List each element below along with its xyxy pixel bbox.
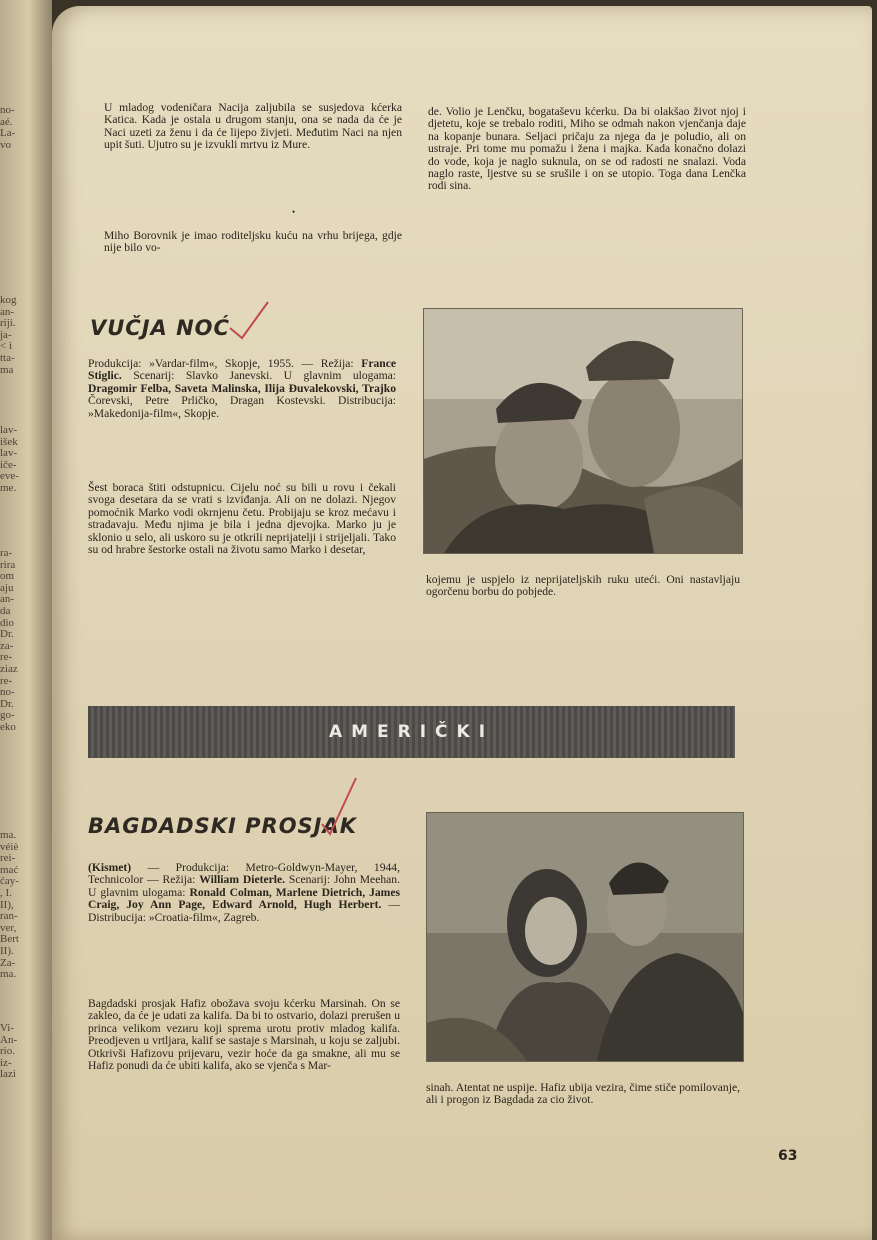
checkmark-icon — [320, 774, 360, 840]
magazine-page — [52, 6, 872, 1240]
section-banner-label: AMERIČKI — [328, 722, 495, 742]
page-number: 63 — [778, 1148, 798, 1164]
story-paragraph-3: de. Volio je Lenčku, bogataševu kćerku. Da bi olakšao život njoj i djetetu, koje se trebalo roditi, Miho se odmah nakon vjenčanja daje na kopanje bunara. Seljaci pričaju za njega da je poludio, ali on ustraje. Pri tome mu pomažu i žena i majka. Kada konačno dolazi do vode, koja je naglo suknula, on se od radosti ne snalazi. Voda naglo raste, ljestve su se srušile i on se utopio. Toga dana Lenčka rodi sina. — [428, 105, 746, 193]
film1-credits: Produkcija: »Vardar-film«, Skopje, 1955. — Režija: France Stiglic. Scenarij: Slavko Janevski. U glavnim ulogama: Dragomir Felba, Saveta Malinska, Ilija Đuvalekovski, Trajko Čorevski, Petre Prličko, Dragan Kostevski. Distribucija: »Makedonija-film«, Skopje. — [88, 357, 396, 420]
story-column-left — [104, 102, 402, 152]
section-banner — [88, 706, 735, 758]
margin-fragment-3: lav- išek lav- iče- eve- me. — [0, 424, 19, 494]
margin-fragment-2: kog an- riji. ja- < i tta- ma — [0, 294, 17, 376]
margin-fragment-6: Vi- An- rio. iz- lazi — [0, 1022, 18, 1081]
margin-fragment-5: ma. véiè rei- mać ćay- , I. II), ran- ver, Bert II). Za- ma. — [0, 829, 19, 981]
film-still-vucja-noc — [423, 308, 743, 554]
adjacent-page-strip — [0, 0, 52, 1240]
section-bullet: • — [292, 207, 296, 217]
story-column-right — [428, 106, 746, 193]
checkmark-icon — [228, 298, 272, 344]
film-still-bagdadski-prosjak — [426, 812, 744, 1062]
film1-synopsis: Šest boraca štiti odstupnicu. Cijelu noć su bili u rovu i čekali svoga desetara da se vrati s izviđanja. Ali on ne dolazi. Njegov pomoćnik Marko vodi okrnjenu četu. Probijaju se kroz mećavu i stradavaju. Među njima je bila i jedna djevojka. Marko ju je sklonio u selo, ali uskoro su je otkrili neprijatelji i strijeljali. Tako su od hrabre šestorke ostali na životu samo Marko i desetar, — [88, 481, 396, 557]
film2-synopsis-cont: sinah. Atentat ne uspije. Hafiz ubija vezira, čime stiče pomilovanje, ali i progon iz Bagdada za cio život. — [426, 1081, 740, 1107]
margin-fragment-1: no- aé. La- vo — [0, 104, 16, 151]
film2-credits: (Kismet) — Produkcija: Metro-Goldwyn-Mayer, 1944, Technicolor — Režija: William Dieterle. Scenarij: John Meehan. U glavnim ulogama: Ronald Colman, Marlene Dietrich, James Craig, Joy Ann Page, Edward Arnold, Hugh Herbert. — Distribucija: »Croatia-film«, Zagreb. — [88, 861, 400, 924]
film-title-vucja-noc: VUČJA NOĆ — [90, 316, 230, 340]
film-title-bagdadski-prosjak: BAGDADSKI PROSJAK — [88, 814, 358, 838]
story-paragraph-1: U mladog vodeničara Nacija zaljubila se susjedova kćerka Katica. Kada je ostala u drugom stanju, ona se nada da će je Naci uzeti za ženu i da će lijepo živjeti. Međutim Naci na njen upit šuti. Ujutro su je izvukli mrtvu iz Mure. — [104, 101, 402, 152]
story-paragraph-2: Miho Borovnik je imao roditeljsku kuću na vrhu brijega, gdje nije bilo vo- — [104, 229, 402, 255]
film1-synopsis-cont: kojemu je uspjelo iz neprijateljskih ruku uteći. Oni nastavljaju ogorčenu borbu do pobjede. — [426, 573, 740, 599]
film2-synopsis: Bagdadski prosjak Hafiz obožava svoju kćerku Marsinah. On se zakleo, da će je udati za kalifa. Da bi to ostvario, dolazi prerušen u princa velikom vezиru koji sprema urotu protiv mladog kalifa. Preodjeven u vrtljara, kalif se sastaje s Marsinah, u koju se zaljubi. Otkrivši Hafizovu prijevaru, vezir hoće da ga smakne, ali mu se Hafiz ponudi da će ubiti kalifa, ako se vjenča s Mar- — [88, 997, 400, 1073]
story-column-left-cont — [104, 230, 402, 255]
margin-fragment-4: ra- rira om aju an- da dio Dr. za- re- ziaz re- no- Dr. go- eko — [0, 547, 18, 733]
